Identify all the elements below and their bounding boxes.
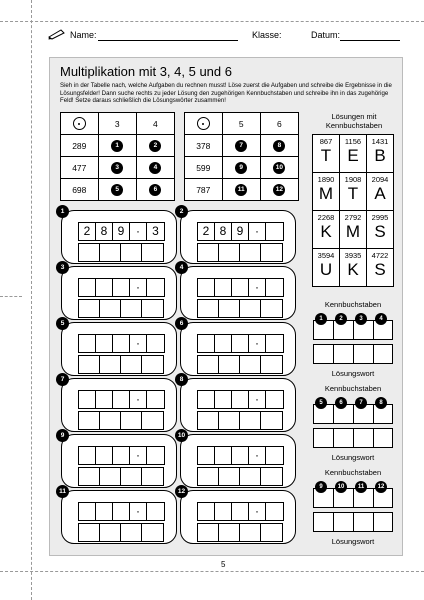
result-cell[interactable] [219,244,240,261]
solution-number: 1908 [344,175,362,184]
digit-cell[interactable] [147,447,164,464]
solution-number: 2094 [371,175,389,184]
digit-cell[interactable] [232,391,249,408]
solution-letter: K [347,260,359,279]
solution-cell [367,249,394,287]
task-number-badge: 10 [335,481,347,493]
solutions-table [312,134,394,287]
word-boxes [313,428,393,448]
left-cut-line [31,0,32,600]
solution-cell [367,173,394,211]
digit-cell[interactable] [79,391,96,408]
kennbuchstaben-label: Kennbuchstaben [324,300,382,309]
punch-mark [0,296,22,297]
task-card [180,378,296,432]
result-row [197,243,283,262]
result-cell[interactable] [198,524,219,541]
page-title: Multiplikation mit 3, 4, 5 und 6 [60,64,232,79]
task-number-badge: 1 [111,140,123,152]
calculation-row [197,334,284,353]
task-number-badge: 7 [355,397,367,409]
result-row [197,355,283,374]
result-cell[interactable] [79,244,100,261]
task-number-badge: 1 [56,205,69,218]
task-number-badge: 8 [273,140,285,152]
solution-number: 2792 [344,213,362,222]
task-card [180,266,296,320]
task-card [177,488,296,544]
solution-letter: T [320,146,332,165]
digit-cell[interactable] [198,279,215,296]
task-number-badge: 6 [175,317,188,330]
table-value: 477 [61,157,99,179]
result-row [197,411,283,430]
result-cell[interactable] [198,300,219,317]
word-box[interactable] [353,428,373,448]
lookup-table-right [184,112,299,201]
digit-cell[interactable]: · [249,391,266,408]
digit-cell[interactable]: · [130,223,147,240]
digit-cell[interactable]: 8 [96,223,113,240]
result-row [197,467,283,486]
multiply-dot-icon [197,117,210,130]
digit-cell[interactable] [266,391,283,408]
word-box[interactable] [373,344,393,364]
result-cell[interactable] [261,356,282,373]
digit-cell[interactable]: · [249,279,266,296]
result-cell[interactable] [240,356,261,373]
solution-cell [340,135,367,173]
solution-cell [340,249,367,287]
digit-cell[interactable]: · [130,447,147,464]
calculation-row [197,222,284,241]
task-number-badge: 3 [56,261,69,274]
solutions-title [313,112,395,130]
digit-cell[interactable] [198,391,215,408]
task-card [180,322,296,376]
bottom-cut-line [0,571,424,572]
datum-line [340,40,400,41]
result-row [78,355,164,374]
pencil-icon [48,27,66,45]
result-cell[interactable] [79,300,100,317]
calculation-row [197,390,284,409]
digit-cell[interactable] [147,391,164,408]
digit-cell[interactable] [232,279,249,296]
digit-cell[interactable] [96,391,113,408]
result-cell[interactable] [121,468,142,485]
digit-cell[interactable]: · [249,335,266,352]
result-cell[interactable] [219,300,240,317]
word-box[interactable] [333,344,353,364]
solution-letter: M [345,222,361,241]
loesungswort-label: Lösungswort [331,453,375,462]
solution-letter: S [374,260,386,279]
solution-letter: E [347,146,359,165]
digit-cell[interactable] [113,391,130,408]
table-value: 698 [61,179,99,201]
digit-cell[interactable] [215,503,232,520]
klasse-label: Klasse: [252,30,282,40]
factor-header: 3 [98,113,136,135]
solution-letter: T [347,184,359,203]
result-row [197,523,283,542]
digit-cell[interactable]: 9 [113,223,130,240]
result-cell[interactable] [79,356,100,373]
task-card [61,210,177,264]
solutions-title-line2: Kennbuchstaben [325,121,383,130]
table-value: 599 [185,157,223,179]
calculation-row [197,502,284,521]
calculation-row [78,390,165,409]
result-cell[interactable] [219,468,240,485]
solution-letter: U [319,260,333,279]
digit-cell[interactable] [266,335,283,352]
task-number-badge: 3 [111,162,123,174]
factor-header: 6 [260,113,298,135]
solution-number: 2268 [317,213,335,222]
calculation-row [197,278,284,297]
digit-cell[interactable]: · [249,223,266,240]
word-box[interactable] [333,428,353,448]
result-row [197,299,283,318]
digit-cell[interactable]: 2 [79,223,96,240]
task-card [61,434,177,488]
solution-cell [340,211,367,249]
digit-cell[interactable] [96,503,113,520]
result-cell[interactable] [100,244,121,261]
digit-cell[interactable] [79,335,96,352]
result-cell[interactable] [79,412,100,429]
result-cell[interactable] [219,356,240,373]
word-box[interactable] [313,428,333,448]
task-number-badge: 9 [315,481,327,493]
solution-cell [313,173,340,211]
task-number-badge: 12 [273,184,285,196]
solution-letter: S [374,222,386,241]
task-number-badge: 5 [56,317,69,330]
digit-cell[interactable] [215,447,232,464]
digit-cell[interactable] [96,279,113,296]
name-line [98,40,238,41]
word-boxes [313,512,393,532]
factor-header: 4 [136,113,174,135]
task-number-badge: 4 [175,261,188,274]
solution-cell [313,135,340,173]
task-number-badge: 11 [235,184,247,196]
solution-number: 1156 [344,137,362,146]
solution-cell [367,211,394,249]
task-number-badge: 9 [235,162,247,174]
result-cell[interactable] [121,412,142,429]
digit-cell[interactable]: · [130,503,147,520]
result-row [78,523,164,542]
digit-cell[interactable]: · [130,279,147,296]
task-number-badge: 6 [335,397,347,409]
lookup-table-left [60,112,175,201]
solutions-title-line1: Lösungen mit [331,112,377,121]
loesungswort-label: Lösungswort [331,369,375,378]
digit-cell[interactable] [96,447,113,464]
result-cell[interactable] [142,356,163,373]
datum-label: Datum: [311,30,341,40]
digit-cell[interactable] [113,335,130,352]
kennbuchstaben-label: Kennbuchstaben [324,384,382,393]
result-cell[interactable] [142,300,163,317]
solution-number: 3935 [344,251,362,260]
word-box[interactable] [373,512,393,532]
instructions: Sieh in der Tabelle nach, welche Aufgaben du rechnen musst! Löse zuerst die Aufgaben und schreibe die Ergebnisse in die Lösungsfelder! Dann suche rechts zu jeder Lösung den zugehörigen Kennbuchstaben und schreibe ihn in das zugehörige Feld! Setze daraus schließlich die Lösungswörter zusammen! [60,82,392,105]
digit-cell[interactable] [79,279,96,296]
digit-cell[interactable]: 9 [232,223,249,240]
digit-cell[interactable]: 3 [152,224,159,238]
calculation-row [197,446,284,465]
digit-cell[interactable]: · [130,335,147,352]
solution-number: 2995 [371,213,389,222]
loesungswort-label: Lösungswort [331,537,375,546]
result-cell[interactable] [142,524,163,541]
result-cell[interactable] [261,412,282,429]
result-cell[interactable] [198,244,219,261]
calculation-row [78,278,165,297]
calculation-row [78,502,165,521]
result-cell[interactable] [121,300,142,317]
calculation-row [78,222,165,241]
task-number-badge: 5 [315,397,327,409]
solution-number: 1890 [317,175,335,184]
task-number-badge: 1 [315,313,327,325]
task-number-badge: 10 [273,162,285,174]
digit-cell[interactable]: · [249,447,266,464]
task-number-badge: 12 [175,485,188,498]
result-cell[interactable] [121,356,142,373]
digit-cell[interactable]: · [130,391,147,408]
task-number-badge: 11 [355,481,367,493]
result-cell[interactable] [100,300,121,317]
word-box[interactable] [313,512,333,532]
result-cell[interactable] [121,244,142,261]
digit-cell[interactable] [147,335,164,352]
task-number-badge: 9 [56,429,69,442]
result-cell[interactable] [100,412,121,429]
task-number-badge: 4 [375,313,387,325]
digit-cell[interactable] [147,279,164,296]
task-number-badge: 8 [175,373,188,386]
solution-letter: B [374,146,386,165]
result-row [78,243,164,262]
word-box[interactable] [353,512,373,532]
calculation-row [78,446,165,465]
digit-cell[interactable]: · [249,503,266,520]
digit-cell[interactable] [113,279,130,296]
result-cell[interactable] [198,412,219,429]
digit-cell[interactable] [215,279,232,296]
result-cell[interactable] [261,300,282,317]
task-number-badge: 10 [175,429,188,442]
digit-cell[interactable] [232,447,249,464]
result-cell[interactable] [261,468,282,485]
word-box[interactable] [373,428,393,448]
table-value: 378 [185,135,223,157]
digit-cell[interactable] [266,503,283,520]
result-cell[interactable] [219,412,240,429]
task-number-badge: 2 [175,205,188,218]
digit-cell[interactable] [198,447,215,464]
solution-number: 3594 [317,251,335,260]
digit-cell[interactable] [215,335,232,352]
task-number-badge: 7 [56,373,69,386]
digit-cell[interactable] [232,335,249,352]
task-number-badge: 5 [111,184,123,196]
word-box[interactable] [333,512,353,532]
result-cell[interactable] [261,244,282,261]
result-cell[interactable] [261,524,282,541]
solution-cell [313,249,340,287]
task-card [177,432,296,488]
top-cut-line [0,21,424,22]
result-cell[interactable] [121,524,142,541]
result-cell[interactable] [240,524,261,541]
result-cell[interactable] [219,524,240,541]
result-row [78,299,164,318]
result-row [78,467,164,486]
digit-cell[interactable] [266,223,283,240]
solution-cell [367,135,394,173]
task-number-badge: 2 [335,313,347,325]
digit-cell[interactable] [79,503,96,520]
task-number-badge: 8 [375,397,387,409]
result-cell[interactable] [142,244,163,261]
task-number-badge: 7 [235,140,247,152]
result-cell[interactable] [79,524,100,541]
digit-cell[interactable]: 8 [215,223,232,240]
table-value: 289 [61,135,99,157]
solution-cell [313,211,340,249]
result-cell[interactable] [100,356,121,373]
solution-letter: M [318,184,334,203]
digit-cell[interactable] [215,391,232,408]
digit-cell[interactable] [147,503,164,520]
result-cell[interactable] [79,468,100,485]
digit-cell[interactable] [198,503,215,520]
page-number: 5 [221,560,226,569]
result-cell[interactable] [198,468,219,485]
digit-cell[interactable] [266,279,283,296]
digit-cell[interactable] [198,335,215,352]
word-boxes [313,344,393,364]
task-number-badge: 2 [149,140,161,152]
solution-letter: K [320,222,332,241]
result-cell[interactable] [240,412,261,429]
result-cell[interactable] [198,356,219,373]
solution-cell [340,173,367,211]
task-number-badge: 6 [149,184,161,196]
digit-cell[interactable]: 2 [198,223,215,240]
word-box[interactable] [313,344,333,364]
calculation-row [78,334,165,353]
result-cell[interactable] [240,244,261,261]
word-box[interactable] [353,344,373,364]
digit-cell[interactable] [232,503,249,520]
result-cell[interactable] [142,412,163,429]
result-cell[interactable] [142,468,163,485]
result-cell[interactable] [240,300,261,317]
kennbuchstaben-label: Kennbuchstaben [324,468,382,477]
result-cell[interactable] [240,468,261,485]
task-card [61,490,177,544]
task-card [61,266,177,320]
table-value: 787 [185,179,223,201]
result-cell[interactable] [100,468,121,485]
result-row [78,411,164,430]
digit-cell[interactable] [96,335,113,352]
task-number-badge: 11 [56,485,69,498]
solution-number: 4722 [371,251,389,260]
task-card [61,322,177,376]
task-number-badge: 3 [355,313,367,325]
digit-cell[interactable] [79,447,96,464]
task-number-badge: 4 [149,162,161,174]
digit-cell[interactable] [266,447,283,464]
name-label: Name: [70,30,97,40]
factor-header: 5 [222,113,260,135]
task-card [61,378,177,432]
multiply-dot-icon [73,117,86,130]
solution-letter: A [374,184,386,203]
digit-cell[interactable] [113,503,130,520]
task-card [180,210,296,264]
task-number-badge: 12 [375,481,387,493]
digit-cell[interactable] [113,447,130,464]
solution-number: 1431 [371,137,389,146]
result-cell[interactable] [100,524,121,541]
solution-number: 867 [319,137,333,146]
